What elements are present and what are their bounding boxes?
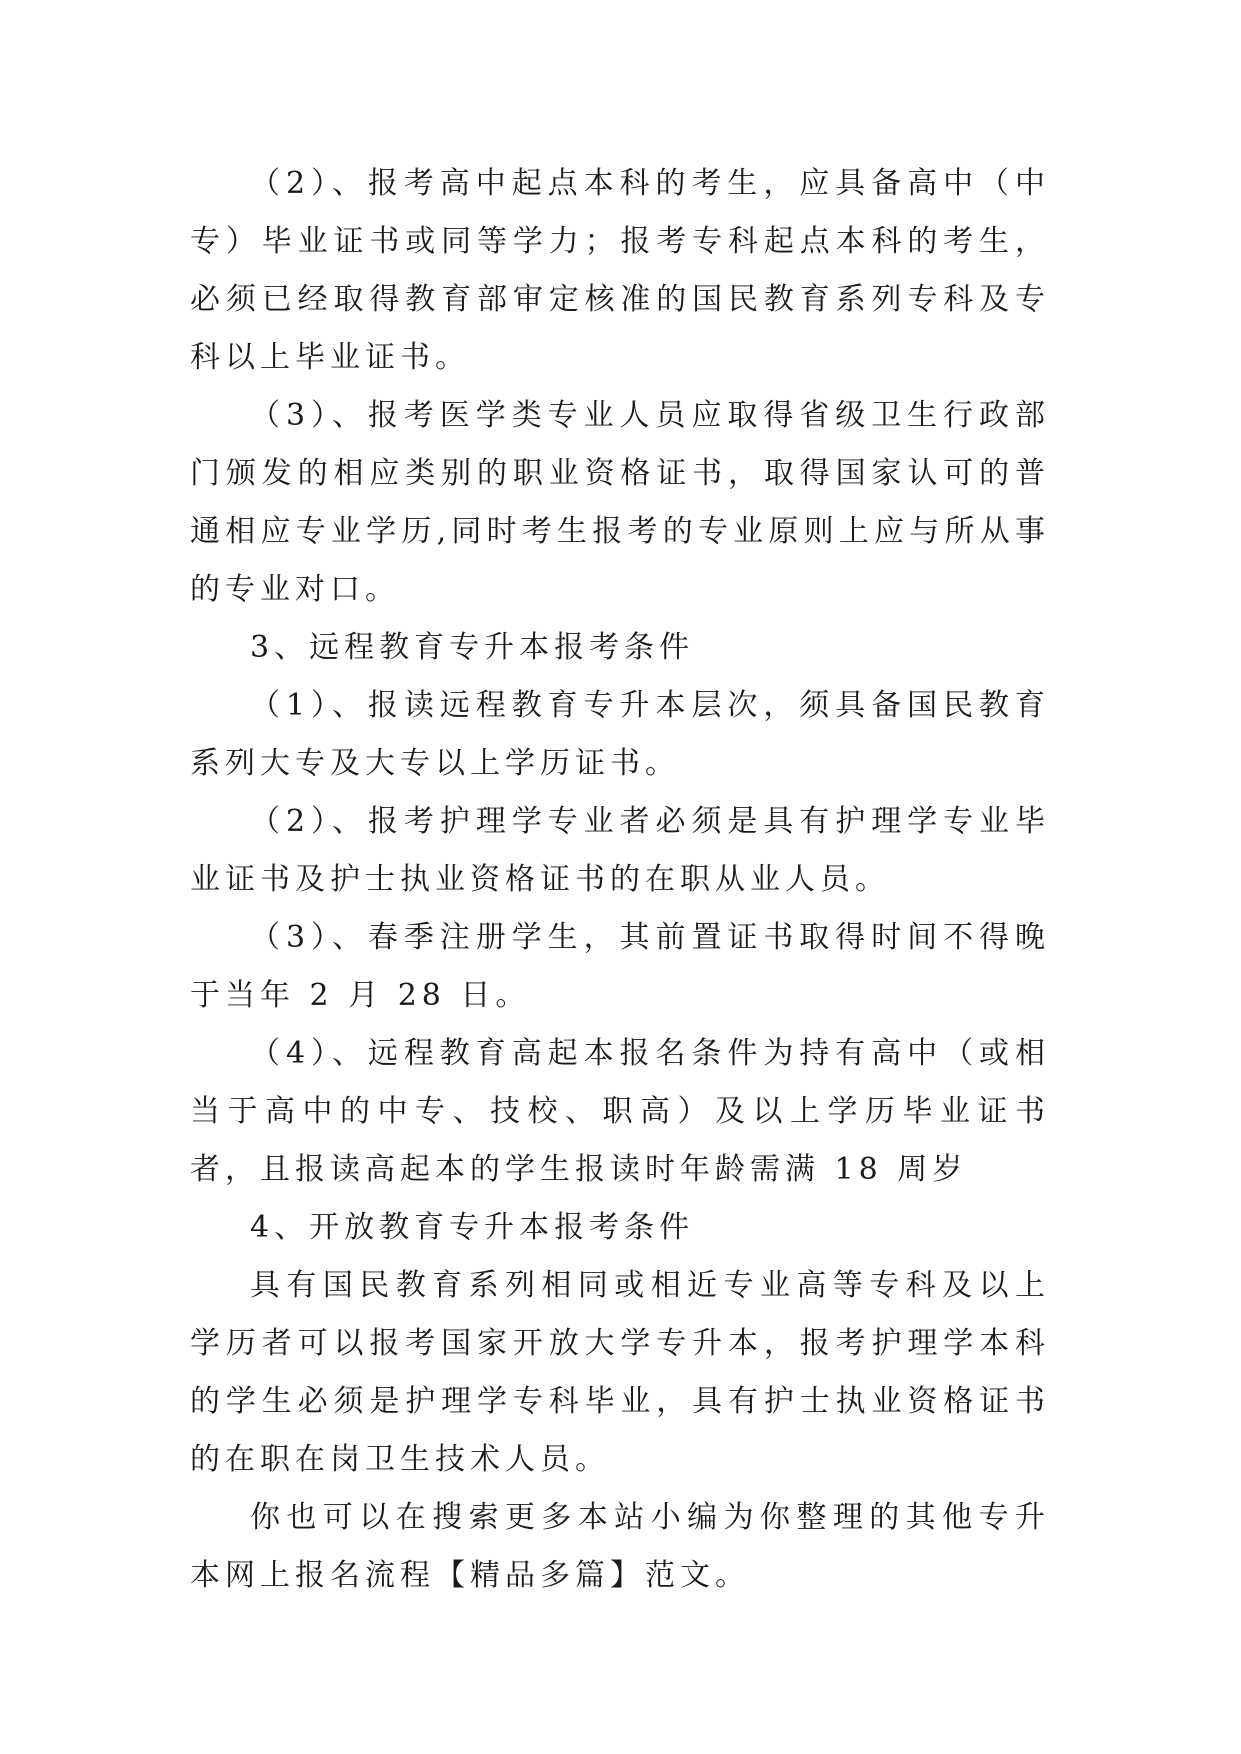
section-heading-remote-education: 3、远程教育专升本报考条件 xyxy=(250,630,695,665)
paragraph-open-education: 具有国民教育系列相同或相近专业高等专科及以上学历者可以报考国家开放大学专升本，报考护理学本科的学生必须是护理学专科毕业，具有护士执业资格证书的在职在岗卫生技术人员。 xyxy=(190,1268,1050,1477)
section-heading-open-education: 4、开放教育专升本报考条件 xyxy=(250,1210,695,1245)
paragraph-requirement-2: （2）、报考高中起点本科的考生，应具备高中（中专）毕业证书或同等学力；报考专科起点本科的考生，必须已经取得教育部审定核准的国民教育系列专科及专科以上毕业证书。 xyxy=(190,166,1050,375)
paragraph-remote-4: （4）、远程教育高起本报名条件为持有高中（或相当于高中的中专、技校、职高）及以上学历毕业证书者，且报读高起本的学生报读时年龄需满 18 周岁 xyxy=(190,1036,1050,1187)
paragraph-requirement-3: （3）、报考医学类专业人员应取得省级卫生行政部门颁发的相应类别的职业资格证书，取得国家认可的普通相应专业学历,同时考生报考的专业原则上应与所从事的专业对口。 xyxy=(190,398,1050,607)
paragraph-remote-1: （1）、报读远程教育专升本层次，须具备国民教育系列大专及大专以上学历证书。 xyxy=(190,688,1050,781)
paragraph-closing-note: 你也可以在搜索更多本站小编为你整理的其他专升本网上报名流程【精品多篇】范文。 xyxy=(190,1500,1050,1593)
paragraph-remote-2: （2）、报考护理学专业者必须是具有护理学专业毕业证书及护士执业资格证书的在职从业人员。 xyxy=(190,804,1050,897)
paragraph-remote-3: （3）、春季注册学生，其前置证书取得时间不得晚于当年 2 月 28 日。 xyxy=(190,920,1050,1013)
document-body xyxy=(190,155,1050,1605)
